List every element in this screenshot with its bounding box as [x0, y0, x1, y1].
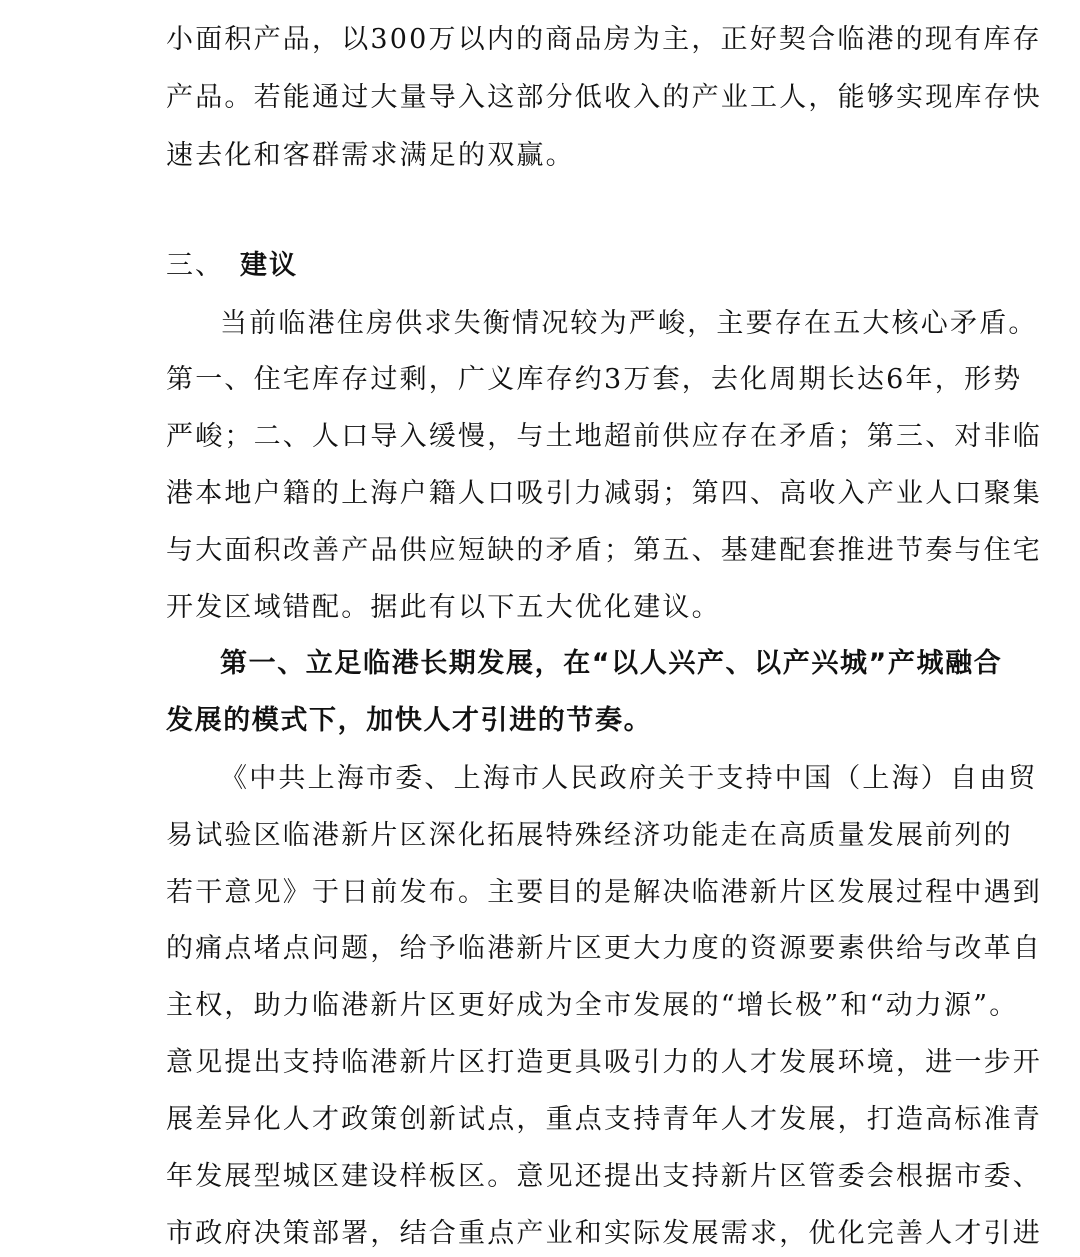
paragraph-line: 小面积产品，以300万以内的商品房为主，正好契合临港的现有库存 — [166, 24, 1042, 55]
paragraph-line: 若干意见》于日前发布。主要目的是解决临港新片区发展过程中遇到 — [166, 877, 1042, 908]
paragraph-line: 《中共上海市委、上海市人民政府关于支持中国（上海）自由贸 — [220, 763, 1038, 794]
paragraph-line: 主权，助力临港新片区更好成为全市发展的“增长极”和“动力源”。 — [166, 990, 1019, 1021]
paragraph-line: 意见提出支持临港新片区打造更具吸引力的人才发展环境，进一步开 — [166, 1047, 1042, 1078]
paragraph-line: 第一、住宅库存过剩，广义库存约3万套，去化周期长达6年，形势 — [166, 364, 1023, 395]
section-heading — [166, 248, 298, 284]
paragraph-line: 与大面积改善产品供应短缺的矛盾；第五、基建配套推进节奏与住宅 — [166, 535, 1042, 566]
paragraph-line: 的痛点堵点问题，给予临港新片区更大力度的资源要素供给与改革自 — [166, 933, 1042, 964]
section-number: 三、 — [166, 250, 224, 281]
paragraph-line: 展差异化人才政策创新试点，重点支持青年人才发展，打造高标准青 — [166, 1104, 1042, 1135]
paragraph-line: 严峻；二、人口导入缓慢，与土地超前供应存在矛盾；第三、对非临 — [166, 421, 1042, 452]
paragraph-line: 市政府决策部署，结合重点产业和实际发展需求，优化完善人才引进 — [166, 1218, 1042, 1249]
paragraph-line: 产品。若能通过大量导入这部分低收入的产业工人，能够实现库存快 — [166, 82, 1042, 113]
recommendation-line: 第一、立足临港长期发展，在“以人兴产、以产兴城”产城融合 — [220, 648, 1003, 679]
paragraph-line: 速去化和客群需求满足的双赢。 — [166, 140, 575, 171]
section-title: 建议 — [240, 250, 298, 281]
paragraph-line: 年发展型城区建设样板区。意见还提出支持新片区管委会根据市委、 — [166, 1161, 1042, 1192]
paragraph-line: 港本地户籍的上海户籍人口吸引力减弱；第四、高收入产业人口聚集 — [166, 478, 1042, 509]
paragraph-line: 当前临港住房供求失衡情况较为严峻，主要存在五大核心矛盾。 — [220, 308, 1038, 339]
paragraph-line: 开发区域错配。据此有以下五大优化建议。 — [166, 592, 721, 623]
recommendation-line: 发展的模式下，加快人才引进的节奏。 — [166, 705, 653, 736]
paragraph-line: 易试验区临港新片区深化拓展特殊经济功能走在高质量发展前列的 — [166, 820, 1013, 851]
